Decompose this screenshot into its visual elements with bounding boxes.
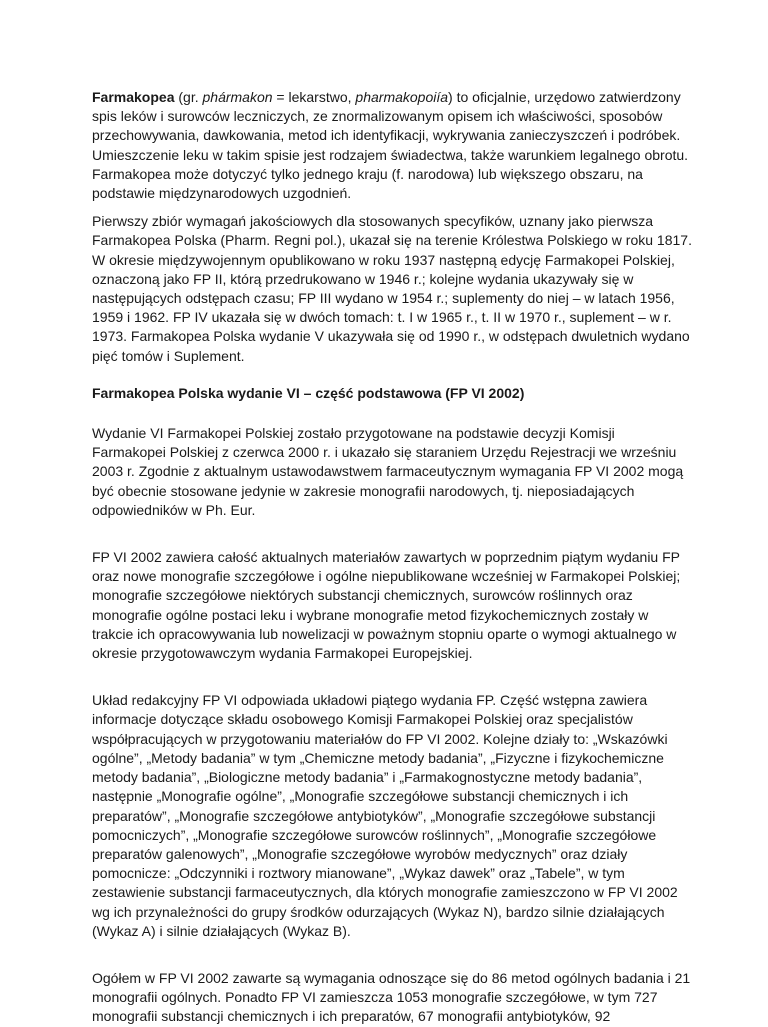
greek-word-pharmakopoiia: pharmakopoiía	[355, 89, 449, 105]
document-page	[92, 88, 692, 1027]
greek-word-pharmakon: phármakon	[202, 89, 273, 105]
intro-text-1: (gr.	[174, 89, 203, 105]
section-paragraph-4: Ogółem w FP VI 2002 zawarte są wymagania odnoszące się do 86 metod ogólnych badania i 21 monografii ogólnych. Ponadto FP VI zamieszcza 1053 monografie szczegółowe, w tym 727 monografii substancji chemicznych i ich preparatów, 67 monografii antybiotyków, 92	[92, 969, 691, 1025]
intro-paragraph	[92, 88, 692, 203]
section-paragraph-3: Układ redakcyjny FP VI odpowiada układowi piątego wydania FP. Część wstępna zawiera informacje dotyczące składu osobowego Komisji Farmakopei Polskiej oraz specjalistów współpracujących w przygotowaniu materiałów do FP VI 2002. Kolejne działy to: „Wskazówki ogólne”, „Metody badania” w tym „Chemiczne metody badania”, „Fizyczne i fizykochemiczne metody badania”, „Biologiczne metody badania” i „Farmakognostyczne metody badania”, następnie „Monografie ogólne”, „Monografie szczegółowe substancji chemicznych i ich preparatów”, „Monografie szczegółowe antybiotyków”, „Monografie szczegółowe substancji pomocniczych”, „Monografie szczegółowe surowców roślinnych”, „Monografie szczegółowe preparatów galenowych”, „Monografie szczegółowe wyrobów medycznych” oraz działy pomocnicze: „Odczynniki i roztwory mianowane”, „Wykaz dawek” oraz „Tabele”, w tym zestawienie substancji farmaceutycznych, dla których monografie zamieszczono w FP VI 2002 wg ich przynależności do grupy środków odurzających (Wykaz N), bardzo silnie działających (Wykaz A) i silnie działających (Wykaz B).	[92, 692, 678, 939]
section-paragraph-2: FP VI 2002 zawiera całość aktualnych materiałów zawartych w poprzednim piątym wydaniu FP oraz nowe monografie szczegółowe i ogólne niepublikowane wcześniej w Farmakopei Polskiej; monografie szczegółowe niektórych substancji chemicznych, surowców roślinnych oraz monografie ogólne postaci leku i wybrane monografie metod fizykochemicznych zostały w trakcie ich opracowywania lub nowelizacji w poważnym stopniu oparte o wymogi aktualnego w okresie przygotowawczym wydania Farmakopei Europejskiej.	[92, 549, 681, 662]
section-heading: Farmakopea Polska wydanie VI – część podstawowa (FP VI 2002)	[92, 384, 525, 401]
intro-text-2: = lekarstwo,	[272, 89, 356, 105]
term-farmakopea: Farmakopea	[92, 89, 175, 105]
section-paragraph-1: Wydanie VI Farmakopei Polskiej zostało przygotowane na podstawie decyzji Komisji Farmakopei Polskiej z czerwca 2000 r. i ukazało się staraniem Urzędu Rejestracji we wrześniu 2003 r. Zgodnie z aktualnym ustawodawstwem farmaceutycznym wymagania FP VI 2002 mogą być obecnie stosowane jedynie w zakresie monografii narodowych, tj. nieposiadających odpowiedników w Ph. Eur.	[92, 425, 684, 518]
intro-text-3: ) to oficjalnie, urzędowo zatwierdzony spis leków i surowców leczniczych, ze znormalizowanym opisem ich właściwości, sposobów przechowywania, dawkowania, metod ich identyfikacji, wykrywania zanieczyszczeń i podróbek. Umieszczenie leku w takim spisie jest rodzajem świadectwa, także warunkiem legalnego obrotu. Farmakopea może dotyczyć tylko jednego kraju (f. narodowa) lub większego obszaru, na podstawie międzynarodowych uzgodnień.	[92, 89, 689, 202]
history-paragraph: Pierwszy zbiór wymagań jakościowych dla stosowanych specyfików, uznany jako pierwsza Farmakopea Polska (Pharm. Regni pol.), ukazał się na terenie Królestwa Polskiego w roku 1817. W okresie międzywojennym opublikowano w roku 1937 następną edycję Farmakopei Polskiej, oznaczoną jako FP II, którą przedrukowano w 1946 r.; kolejne wydania ukazywały się w następujących odstępach czasu; FP III wydano w 1954 r.; suplementy do niej – w latach 1956, 1959 i 1962. FP IV ukazała się w dwóch tomach: t. I w 1965 r., t. II w 1970 r., suplement – w r. 1973. Farmakopea Polska wydanie V ukazywała się od 1990 r., w odstępach dwuletnich wydano pięć tomów i Suplement.	[92, 213, 692, 364]
